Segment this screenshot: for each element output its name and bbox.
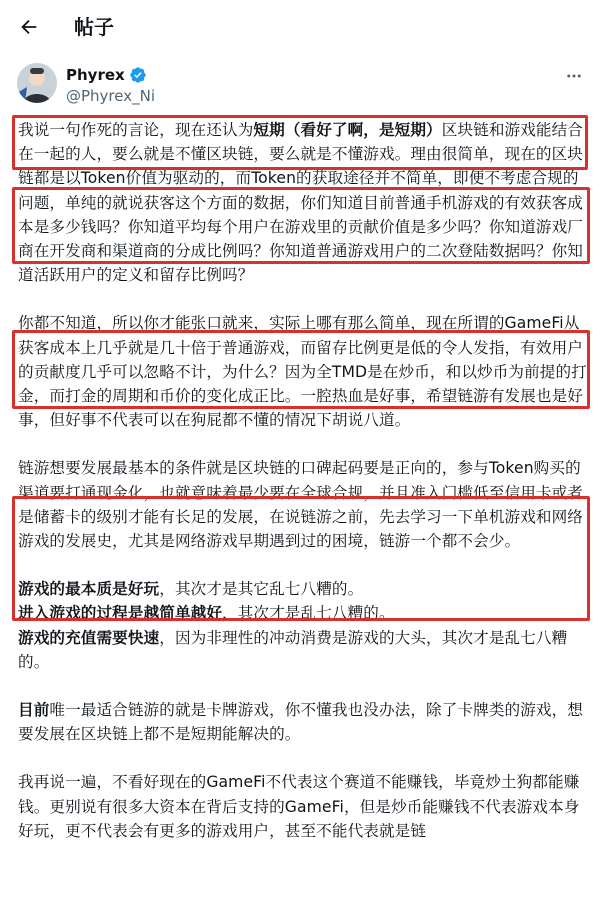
post-paragraph-4 [18, 577, 588, 674]
post-text [18, 118, 588, 843]
post-line: 游戏的最本质是好玩，其次才是其它乱七八糟的。 [18, 580, 364, 599]
post-paragraph-3: 链游想要发展最基本的条件就是区块链的口碑起码要是正向的，参与Token购买的渠道要打通现金化，也就意味着最少要在全球合规，并且准入门槛低至信用卡或者是储蓄卡的级别才能有长足的发展，在说链游之前，先去学习一下单机游戏和网络游戏的发展史，尤其是网络游戏早期遇到过的困境，链游一个都不会少。 [18, 459, 583, 551]
more-options-button[interactable] [564, 66, 584, 86]
page-title: 帖子 [74, 15, 114, 39]
author-handle[interactable]: @Phyrex_Ni [66, 87, 155, 105]
more-horizontal-icon [565, 67, 583, 85]
post-paragraph-6: 我再说一遍，不看好现在的GameFi不代表这个赛道不能赚钱，毕竟炒土狗都能赚钱。更别说有很多大资本在背后支持的GameFi，但是炒币能赚钱不代表游戏本身好玩，更不代表会有更多的游戏用户，甚至不能代表就是链 [18, 773, 580, 840]
post-line: 游戏的充值需要快速，因为非理性的冲动消费是游戏的大头，其次才是乱七八糟的。 [18, 628, 568, 671]
post-paragraph-2: 你都不知道，所以你才能张口就来，实际上哪有那么简单，现在所谓的GameFi从获客成本上几乎就是几十倍于普通游戏，而留存比例更是低的令人发指，有效用户的贡献度几乎可以忽略不计，为什么？因为全TMD是在炒币，和以炒币为前提的打金，而打金的周期和币价的变化成正比。一腔热血是好事，希望链游有发展也是好事，但好事不代表可以在狗屁都不懂的情况下胡说八道。 [18, 314, 587, 430]
post-paragraph-5: 目前唯一最适合链游的就是卡牌游戏，你不懂我也没办法，除了卡牌类的游戏，想要发展在区块链上都不是短期能解决的。 [18, 701, 583, 744]
top-bar [0, 0, 602, 56]
verified-badge-icon [129, 66, 147, 84]
author-name[interactable]: Phyrex [66, 65, 147, 85]
back-button[interactable] [16, 14, 42, 40]
post-line: 进入游戏的过程是越简单越好，其次才是乱七八糟的。 [18, 604, 395, 623]
arrow-left-icon [18, 16, 40, 38]
post-paragraph-1: 我说一句作死的言论，现在还认为短期（看好了啊，是短期）区块链和游戏能结合在一起的人，要么就是不懂区块链，要么就是不懂游戏。理由很简单，现在的区块链都是以Token价值为驱动的，而Token的获取途径并不简单，即便不考虑合规的问题，单纯的就说获客这个方面的数据，你们知道目前普通手机游戏的有效获客成本是多少钱吗？你知道平均每个用户在游戏里的贡献价值是多少吗？你知道游戏厂商在开发商和渠道商的分成比例吗？你知道普通游戏用户的二次登陆数据吗？你知道活跃用户的定义和留存比例吗？ [18, 121, 583, 285]
avatar[interactable] [17, 63, 57, 103]
